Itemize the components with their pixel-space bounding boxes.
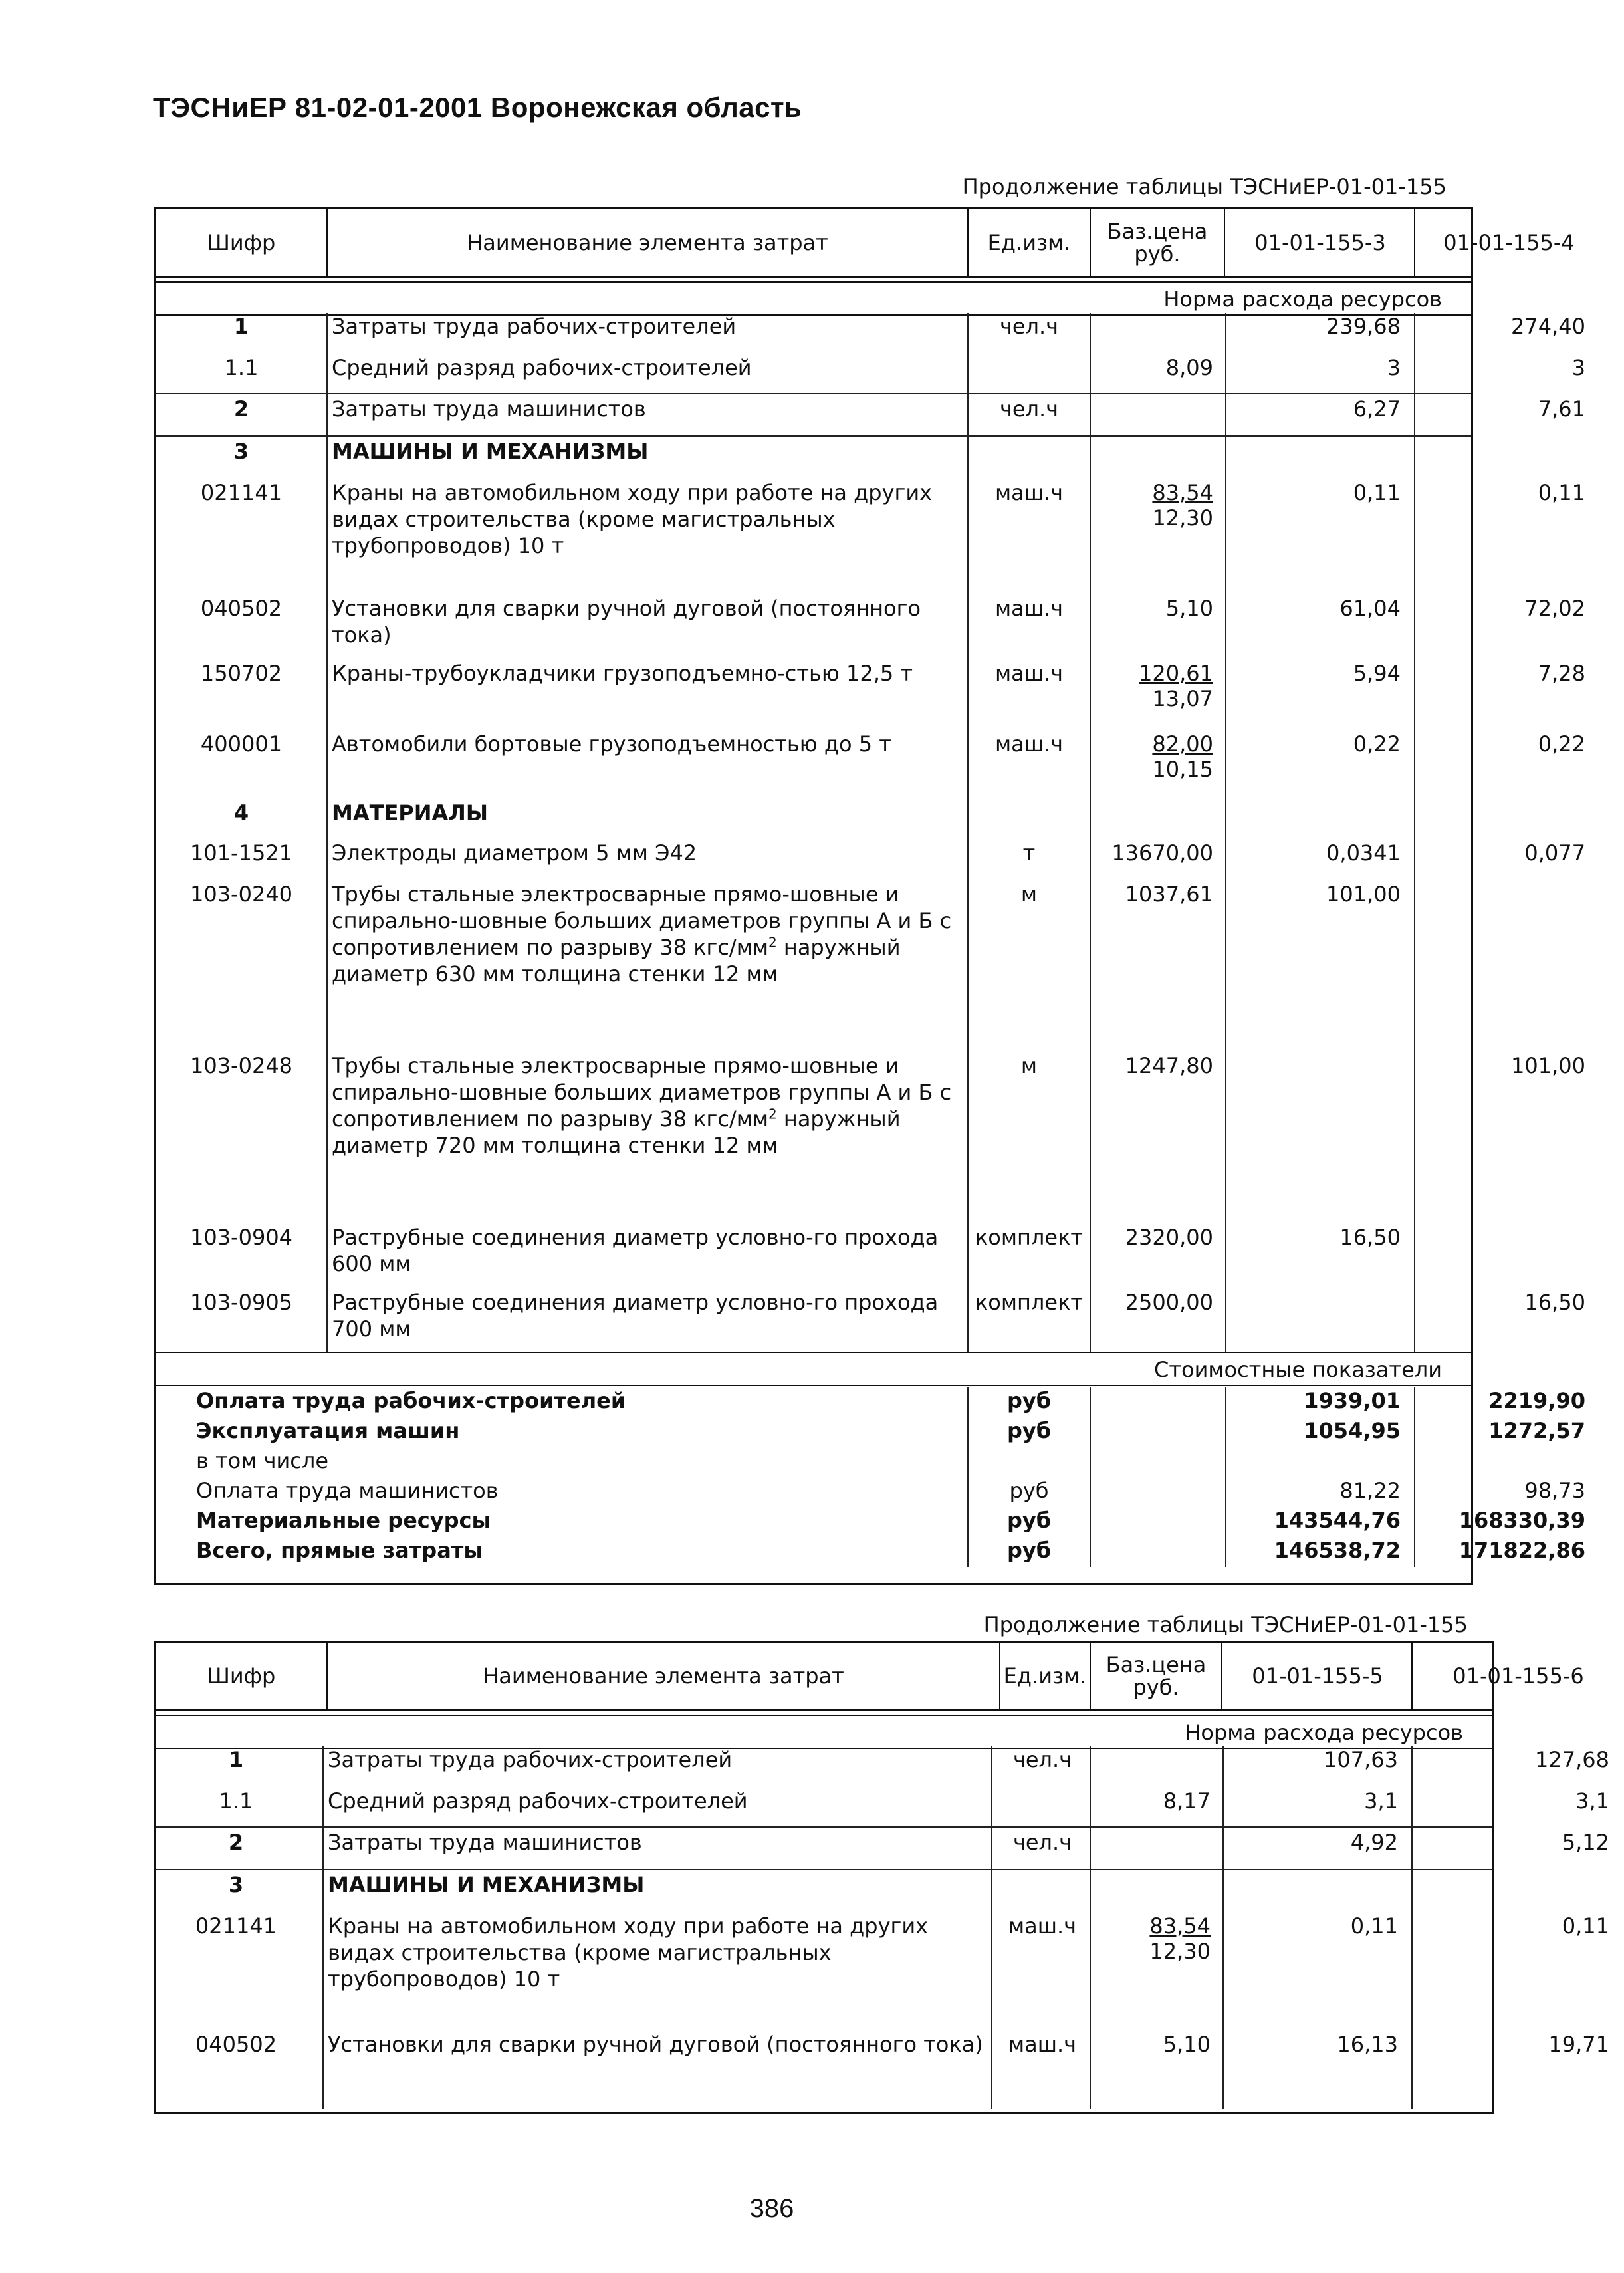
row-code: 103-0240 bbox=[189, 882, 293, 907]
row-name: Средний разряд рабочих-строителей bbox=[332, 355, 752, 380]
row-name: Электроды диаметром 5 мм Э42 bbox=[332, 840, 697, 866]
row-price: 1037,61 bbox=[1125, 882, 1213, 907]
row-price: 5,10 bbox=[1163, 2032, 1211, 2057]
table-row bbox=[156, 1788, 1609, 1829]
totals-value-a: 81,22 bbox=[1339, 1478, 1401, 1503]
table-row bbox=[156, 840, 1585, 881]
row-name: Затраты труда рабочих-строителей bbox=[332, 314, 737, 339]
row-value-a: 0,11 bbox=[1350, 1913, 1398, 1939]
row-unit: комплект bbox=[975, 1225, 1084, 1250]
row-value-a: 3 bbox=[1387, 355, 1401, 380]
row-price: 2500,00 bbox=[1125, 1290, 1213, 1315]
row-name: Затраты труда рабочих-строителей bbox=[328, 1747, 733, 1772]
table-row bbox=[156, 800, 1471, 840]
row-name: МАТЕРИАЛЫ bbox=[332, 800, 489, 826]
table1-header bbox=[156, 209, 1575, 278]
row-unit: маш.ч bbox=[994, 731, 1064, 757]
table2 bbox=[154, 1641, 1609, 2114]
row-value-a: 239,68 bbox=[1326, 314, 1401, 339]
row-value-b: 7,61 bbox=[1538, 396, 1585, 421]
row-price-machinist: 10,15 bbox=[1152, 757, 1213, 782]
row-name: Краны на автомобильном ходу при работе на других видах строительства (кроме магистральных трубопроводов) 10 т bbox=[328, 1913, 929, 1992]
row-code: 400001 bbox=[200, 731, 283, 757]
row-price: 83,54 bbox=[1149, 1913, 1211, 1939]
table-row bbox=[156, 1829, 1609, 1871]
row-value-a: 0,11 bbox=[1353, 480, 1401, 505]
row-name: МАШИНЫ И МЕХАНИЗМЫ bbox=[332, 439, 649, 464]
row-name: Раструбные соединения диаметр условно-го прохода 700 мм bbox=[332, 1290, 939, 1342]
norm-band-label: Норма расхода ресурсов bbox=[1163, 287, 1442, 312]
row-code: 021141 bbox=[195, 1913, 277, 1939]
row-name: Трубы стальные электросварные прямо-шовные и спирально-шовные больших диаметров группы А и Б с сопротивлением по разрыву 38 кгс/$мм^2$ наружный диаметр 630 мм толщина стенки 12 мм bbox=[332, 882, 952, 987]
page-number: 386 bbox=[749, 2194, 794, 2223]
row-divider bbox=[156, 435, 1471, 437]
header-col-b: 01-01-155-4 bbox=[1443, 230, 1575, 255]
row-code: 103-0904 bbox=[189, 1225, 293, 1250]
row-code: 1 bbox=[233, 314, 249, 339]
row-name: Затраты труда машинистов bbox=[332, 396, 646, 421]
table-row bbox=[156, 1052, 1585, 1224]
totals-value-a: 1054,95 bbox=[1304, 1418, 1401, 1443]
header-col-b: 01-01-155-6 bbox=[1452, 1663, 1584, 1689]
table-row bbox=[156, 731, 1585, 800]
totals-label: Материальные ресурсы bbox=[196, 1508, 491, 1533]
row-code: 103-0248 bbox=[189, 1053, 293, 1078]
row-price: 13670,00 bbox=[1111, 840, 1213, 866]
totals-row bbox=[156, 1447, 1471, 1477]
table-row bbox=[156, 438, 1471, 479]
row-code: 1.1 bbox=[219, 1788, 253, 1814]
row-name: Краны-трубоукладчики грузоподъемно-стью 12,5 т bbox=[332, 661, 913, 686]
row-unit: чел.ч bbox=[999, 314, 1059, 339]
row-divider bbox=[156, 393, 1471, 394]
row-code: 4 bbox=[233, 800, 249, 826]
row-price: 5,10 bbox=[1165, 596, 1213, 621]
superscript: 2 bbox=[768, 934, 777, 951]
row-value-b: 16,50 bbox=[1524, 1290, 1585, 1315]
row-value-b: 7,28 bbox=[1538, 661, 1585, 686]
table-row bbox=[156, 2031, 1609, 2104]
header-code: Шифр bbox=[156, 1643, 328, 1709]
row-unit: т bbox=[1022, 840, 1036, 866]
header-col-a: 01-01-155-5 bbox=[1224, 1643, 1413, 1709]
row-unit: маш.ч bbox=[994, 661, 1064, 686]
row-value-b: 19,71 bbox=[1548, 2032, 1609, 2057]
row-price-machinist: 12,30 bbox=[1152, 505, 1213, 531]
totals-unit: руб bbox=[1009, 1478, 1049, 1503]
row-code: 101-1521 bbox=[189, 840, 293, 866]
totals-row bbox=[156, 1477, 1585, 1507]
row-name: Трубы стальные электросварные прямо-шовные и спирально-шовные больших диаметров группы А и Б с сопротивлением по разрыву 38 кгс/$мм^2$ наружный диаметр 720 мм толщина стенки 12 мм bbox=[332, 1053, 952, 1158]
row-name: МАШИНЫ И МЕХАНИЗМЫ bbox=[328, 1872, 645, 1897]
table-row bbox=[156, 1224, 1471, 1289]
row-price: 82,00 bbox=[1152, 731, 1213, 757]
row-value-a: 0,22 bbox=[1353, 731, 1401, 757]
row-value-a: 0,0341 bbox=[1326, 840, 1401, 866]
norm-band bbox=[156, 281, 1471, 316]
row-divider bbox=[156, 1826, 1492, 1828]
row-value-a: 4,92 bbox=[1350, 1830, 1398, 1855]
header-price: Баз.цена руб. bbox=[1091, 209, 1225, 276]
header-unit: Ед.изм. bbox=[969, 209, 1091, 276]
row-name: Установки для сварки ручной дуговой (постоянного тока) bbox=[332, 596, 921, 648]
row-unit: чел.ч bbox=[1012, 1830, 1072, 1855]
totals-value-a: 1939,01 bbox=[1304, 1388, 1401, 1413]
row-price-machinist: 12,30 bbox=[1149, 1939, 1211, 1964]
table-row bbox=[156, 354, 1585, 396]
totals-label: Оплата труда рабочих-строителей bbox=[196, 1388, 626, 1413]
row-code: 3 bbox=[228, 1872, 244, 1897]
row-code: 150702 bbox=[200, 661, 283, 686]
table-row bbox=[156, 1289, 1585, 1353]
norm-band bbox=[156, 1715, 1492, 1749]
totals-label: Оплата труда машинистов bbox=[196, 1478, 499, 1503]
row-name: Автомобили бортовые грузоподъемностью до 5 т bbox=[332, 731, 891, 757]
row-value-b: 72,02 bbox=[1524, 596, 1585, 621]
table-row bbox=[156, 660, 1585, 731]
row-value-a: 3,1 bbox=[1364, 1788, 1398, 1814]
table-row bbox=[156, 1871, 1492, 1913]
header-price: Баз.цена руб. bbox=[1091, 1643, 1222, 1709]
row-name: Средний разряд рабочих-строителей bbox=[328, 1788, 748, 1814]
row-unit: маш.ч bbox=[1008, 2032, 1077, 2057]
row-value-b: 5,12 bbox=[1562, 1830, 1609, 1855]
table-row bbox=[156, 1913, 1609, 2031]
row-name: Установки для сварки ручной дуговой (постоянного тока) bbox=[328, 2032, 983, 2057]
row-value-a: 6,27 bbox=[1353, 396, 1401, 421]
row-unit: м bbox=[1020, 882, 1038, 907]
table-row bbox=[156, 881, 1471, 1052]
row-code: 2 bbox=[228, 1830, 244, 1855]
totals-row bbox=[156, 1537, 1585, 1567]
row-value-a: 61,04 bbox=[1339, 596, 1401, 621]
row-price: 8,09 bbox=[1165, 355, 1213, 380]
row-price: 83,54 bbox=[1152, 480, 1213, 505]
totals-label: Эксплуатация машин bbox=[196, 1418, 460, 1443]
row-value-b: 101,00 bbox=[1511, 1053, 1585, 1078]
row-name: Раструбные соединения диаметр условно-го прохода 600 мм bbox=[332, 1225, 939, 1276]
header-unit: Ед.изм. bbox=[1000, 1643, 1091, 1709]
row-code: 021141 bbox=[200, 480, 283, 505]
row-code: 3 bbox=[233, 439, 249, 464]
table2-caption: Продолжение таблицы ТЭСНиЕР-01-01-155 bbox=[983, 1612, 1468, 1637]
row-value-b: 0,22 bbox=[1538, 731, 1585, 757]
row-unit: маш.ч bbox=[1008, 1913, 1077, 1939]
row-code: 040502 bbox=[200, 596, 283, 621]
totals-label: Всего, прямые затраты bbox=[196, 1538, 483, 1563]
header-name: Наименование элемента затрат bbox=[328, 209, 969, 276]
row-value-a: 16,13 bbox=[1337, 2032, 1398, 2057]
table-row bbox=[156, 396, 1585, 438]
header-name: Наименование элемента затрат bbox=[328, 1643, 1000, 1709]
row-price: 8,17 bbox=[1163, 1788, 1211, 1814]
table-row bbox=[156, 595, 1585, 660]
row-unit: маш.ч bbox=[994, 480, 1064, 505]
row-value-b: 0,11 bbox=[1562, 1913, 1609, 1939]
document-title: ТЭСНиЕР 81-02-01-2001 Воронежская область bbox=[153, 92, 802, 123]
row-code: 1 bbox=[228, 1747, 244, 1772]
row-code: 103-0905 bbox=[189, 1290, 293, 1315]
totals-value-b: 2219,90 bbox=[1488, 1388, 1585, 1413]
totals-value-b: 1272,57 bbox=[1488, 1418, 1585, 1443]
row-divider bbox=[156, 1869, 1492, 1870]
row-name: Краны на автомобильном ходу при работе на других видах строительства (кроме магистральных трубопроводов) 10 т bbox=[332, 480, 933, 558]
totals-unit: руб bbox=[1006, 1388, 1052, 1413]
totals-unit: руб bbox=[1006, 1508, 1052, 1533]
totals-value-a: 146538,72 bbox=[1274, 1538, 1401, 1563]
row-unit: маш.ч bbox=[994, 596, 1064, 621]
row-unit: м bbox=[1020, 1053, 1038, 1078]
row-price-machinist: 13,07 bbox=[1152, 686, 1213, 711]
totals-value-b: 168330,39 bbox=[1458, 1508, 1585, 1533]
row-price: 1247,80 bbox=[1125, 1053, 1213, 1078]
table-row bbox=[156, 1746, 1609, 1788]
totals-row bbox=[156, 1387, 1585, 1417]
row-unit: чел.ч bbox=[999, 396, 1059, 421]
row-value-b: 3 bbox=[1571, 355, 1585, 380]
row-value-b: 3,1 bbox=[1575, 1788, 1609, 1814]
totals-value-b: 98,73 bbox=[1524, 1478, 1585, 1503]
table2-header bbox=[156, 1643, 1584, 1711]
row-code: 040502 bbox=[195, 2032, 277, 2057]
totals-row bbox=[156, 1417, 1585, 1447]
row-value-a: 101,00 bbox=[1326, 882, 1401, 907]
row-price: 2320,00 bbox=[1125, 1225, 1213, 1250]
totals-unit: руб bbox=[1006, 1418, 1052, 1443]
header-code: Шифр bbox=[156, 209, 328, 276]
row-value-a: 107,63 bbox=[1324, 1747, 1398, 1772]
row-unit: чел.ч bbox=[1012, 1747, 1072, 1772]
totals-row bbox=[156, 1507, 1585, 1537]
row-code: 1.1 bbox=[224, 355, 259, 380]
totals-unit: руб bbox=[1006, 1538, 1052, 1563]
cost-band-label: Стоимостные показатели bbox=[1154, 1357, 1442, 1382]
totals-value-a: 143544,76 bbox=[1274, 1508, 1401, 1533]
totals-value-b: 171822,86 bbox=[1458, 1538, 1585, 1563]
row-value-a: 16,50 bbox=[1339, 1225, 1401, 1250]
row-unit: комплект bbox=[975, 1290, 1084, 1315]
row-value-b: 127,68 bbox=[1535, 1747, 1609, 1772]
table1 bbox=[154, 207, 1585, 1585]
row-value-a: 5,94 bbox=[1353, 661, 1401, 686]
cost-band bbox=[156, 1352, 1471, 1386]
table1-caption: Продолжение таблицы ТЭСНиЕР-01-01-155 bbox=[962, 174, 1447, 199]
header-col-a: 01-01-155-3 bbox=[1226, 209, 1415, 276]
table-row bbox=[156, 479, 1585, 595]
row-code: 2 bbox=[233, 396, 249, 421]
norm-band-label: Норма расхода ресурсов bbox=[1185, 1720, 1463, 1745]
superscript: 2 bbox=[768, 1106, 777, 1122]
row-name: Затраты труда машинистов bbox=[328, 1830, 642, 1855]
totals-label: в том числе bbox=[196, 1448, 328, 1473]
row-value-b: 0,11 bbox=[1538, 480, 1585, 505]
table-row bbox=[156, 313, 1585, 354]
row-value-b: 274,40 bbox=[1511, 314, 1585, 339]
row-value-b: 0,077 bbox=[1524, 840, 1585, 866]
row-price: 120,61 bbox=[1139, 661, 1213, 686]
